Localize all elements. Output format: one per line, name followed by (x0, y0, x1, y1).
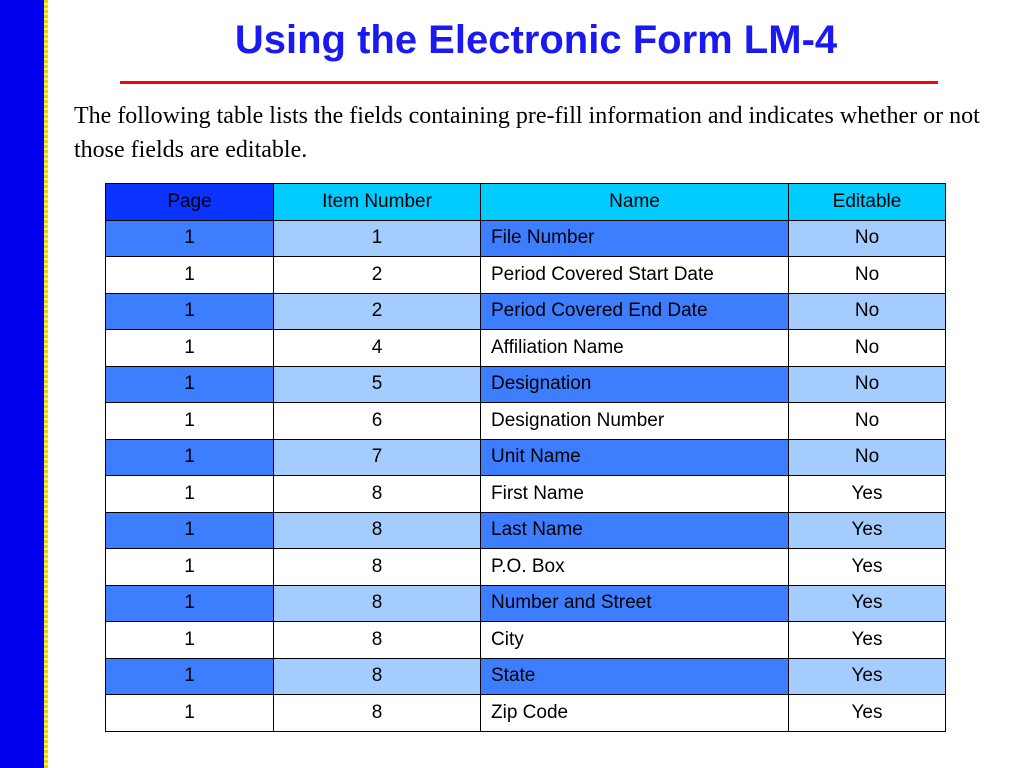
cell-item-number: 5 (274, 366, 481, 403)
intro-text: The following table lists the fields containing pre-fill information and indicates whether or not those fields are editable. (74, 103, 980, 163)
header-editable: Editable (789, 184, 946, 221)
table-row (106, 512, 946, 549)
table-row (106, 439, 946, 476)
cell-page: 1 (106, 512, 274, 549)
table-row (106, 622, 946, 659)
cell-editable: No (789, 293, 946, 330)
cell-item-number: 2 (274, 293, 481, 330)
cell-name: Zip Code (481, 695, 789, 732)
cell-item-number: 8 (274, 476, 481, 513)
cell-editable: Yes (789, 695, 946, 732)
table-row (106, 293, 946, 330)
cell-item-number: 8 (274, 585, 481, 622)
table-header-row (106, 184, 946, 221)
cell-page: 1 (106, 366, 274, 403)
cell-page: 1 (106, 585, 274, 622)
cell-item-number: 7 (274, 439, 481, 476)
cell-page: 1 (106, 549, 274, 586)
cell-name: File Number (481, 220, 789, 257)
cell-page: 1 (106, 403, 274, 440)
cell-name: Last Name (481, 512, 789, 549)
table-row (106, 330, 946, 367)
table-row (106, 220, 946, 257)
table-row (106, 695, 946, 732)
cell-page: 1 (106, 658, 274, 695)
cell-page: 1 (106, 695, 274, 732)
cell-item-number: 1 (274, 220, 481, 257)
prefill-fields-table (105, 183, 946, 732)
cell-item-number: 8 (274, 622, 481, 659)
cell-item-number: 8 (274, 658, 481, 695)
header-item-number: Item Number (274, 184, 481, 221)
cell-item-number: 8 (274, 512, 481, 549)
cell-name: Period Covered Start Date (481, 257, 789, 294)
cell-name: Designation Number (481, 403, 789, 440)
cell-item-number: 2 (274, 257, 481, 294)
cell-editable: No (789, 330, 946, 367)
cell-editable: Yes (789, 622, 946, 659)
table-row (106, 403, 946, 440)
cell-name: Period Covered End Date (481, 293, 789, 330)
cell-editable: No (789, 220, 946, 257)
table-row (106, 257, 946, 294)
cell-name: Affiliation Name (481, 330, 789, 367)
cell-editable: Yes (789, 476, 946, 513)
cell-editable: No (789, 366, 946, 403)
cell-page: 1 (106, 220, 274, 257)
cell-page: 1 (106, 622, 274, 659)
header-name: Name (481, 184, 789, 221)
title-divider (120, 81, 938, 84)
cell-name: First Name (481, 476, 789, 513)
cell-name: State (481, 658, 789, 695)
side-bar-edge (44, 0, 48, 768)
table-row (106, 549, 946, 586)
table-row (106, 585, 946, 622)
cell-editable: Yes (789, 585, 946, 622)
cell-editable: Yes (789, 658, 946, 695)
cell-editable: Yes (789, 512, 946, 549)
cell-item-number: 6 (274, 403, 481, 440)
cell-name: Unit Name (481, 439, 789, 476)
slide-title: Using the Electronic Form LM-4 (234, 18, 838, 62)
cell-editable: No (789, 403, 946, 440)
table-row (106, 366, 946, 403)
cell-editable: No (789, 439, 946, 476)
cell-item-number: 4 (274, 330, 481, 367)
cell-page: 1 (106, 330, 274, 367)
cell-editable: Yes (789, 549, 946, 586)
cell-item-number: 8 (274, 549, 481, 586)
side-bar (0, 0, 44, 768)
cell-page: 1 (106, 293, 274, 330)
cell-page: 1 (106, 476, 274, 513)
cell-item-number: 8 (274, 695, 481, 732)
cell-name: P.O. Box (481, 549, 789, 586)
cell-editable: No (789, 257, 946, 294)
cell-page: 1 (106, 257, 274, 294)
table-row (106, 476, 946, 513)
header-page: Page (106, 184, 274, 221)
cell-name: City (481, 622, 789, 659)
table-row (106, 658, 946, 695)
cell-name: Number and Street (481, 585, 789, 622)
cell-name: Designation (481, 366, 789, 403)
cell-page: 1 (106, 439, 274, 476)
